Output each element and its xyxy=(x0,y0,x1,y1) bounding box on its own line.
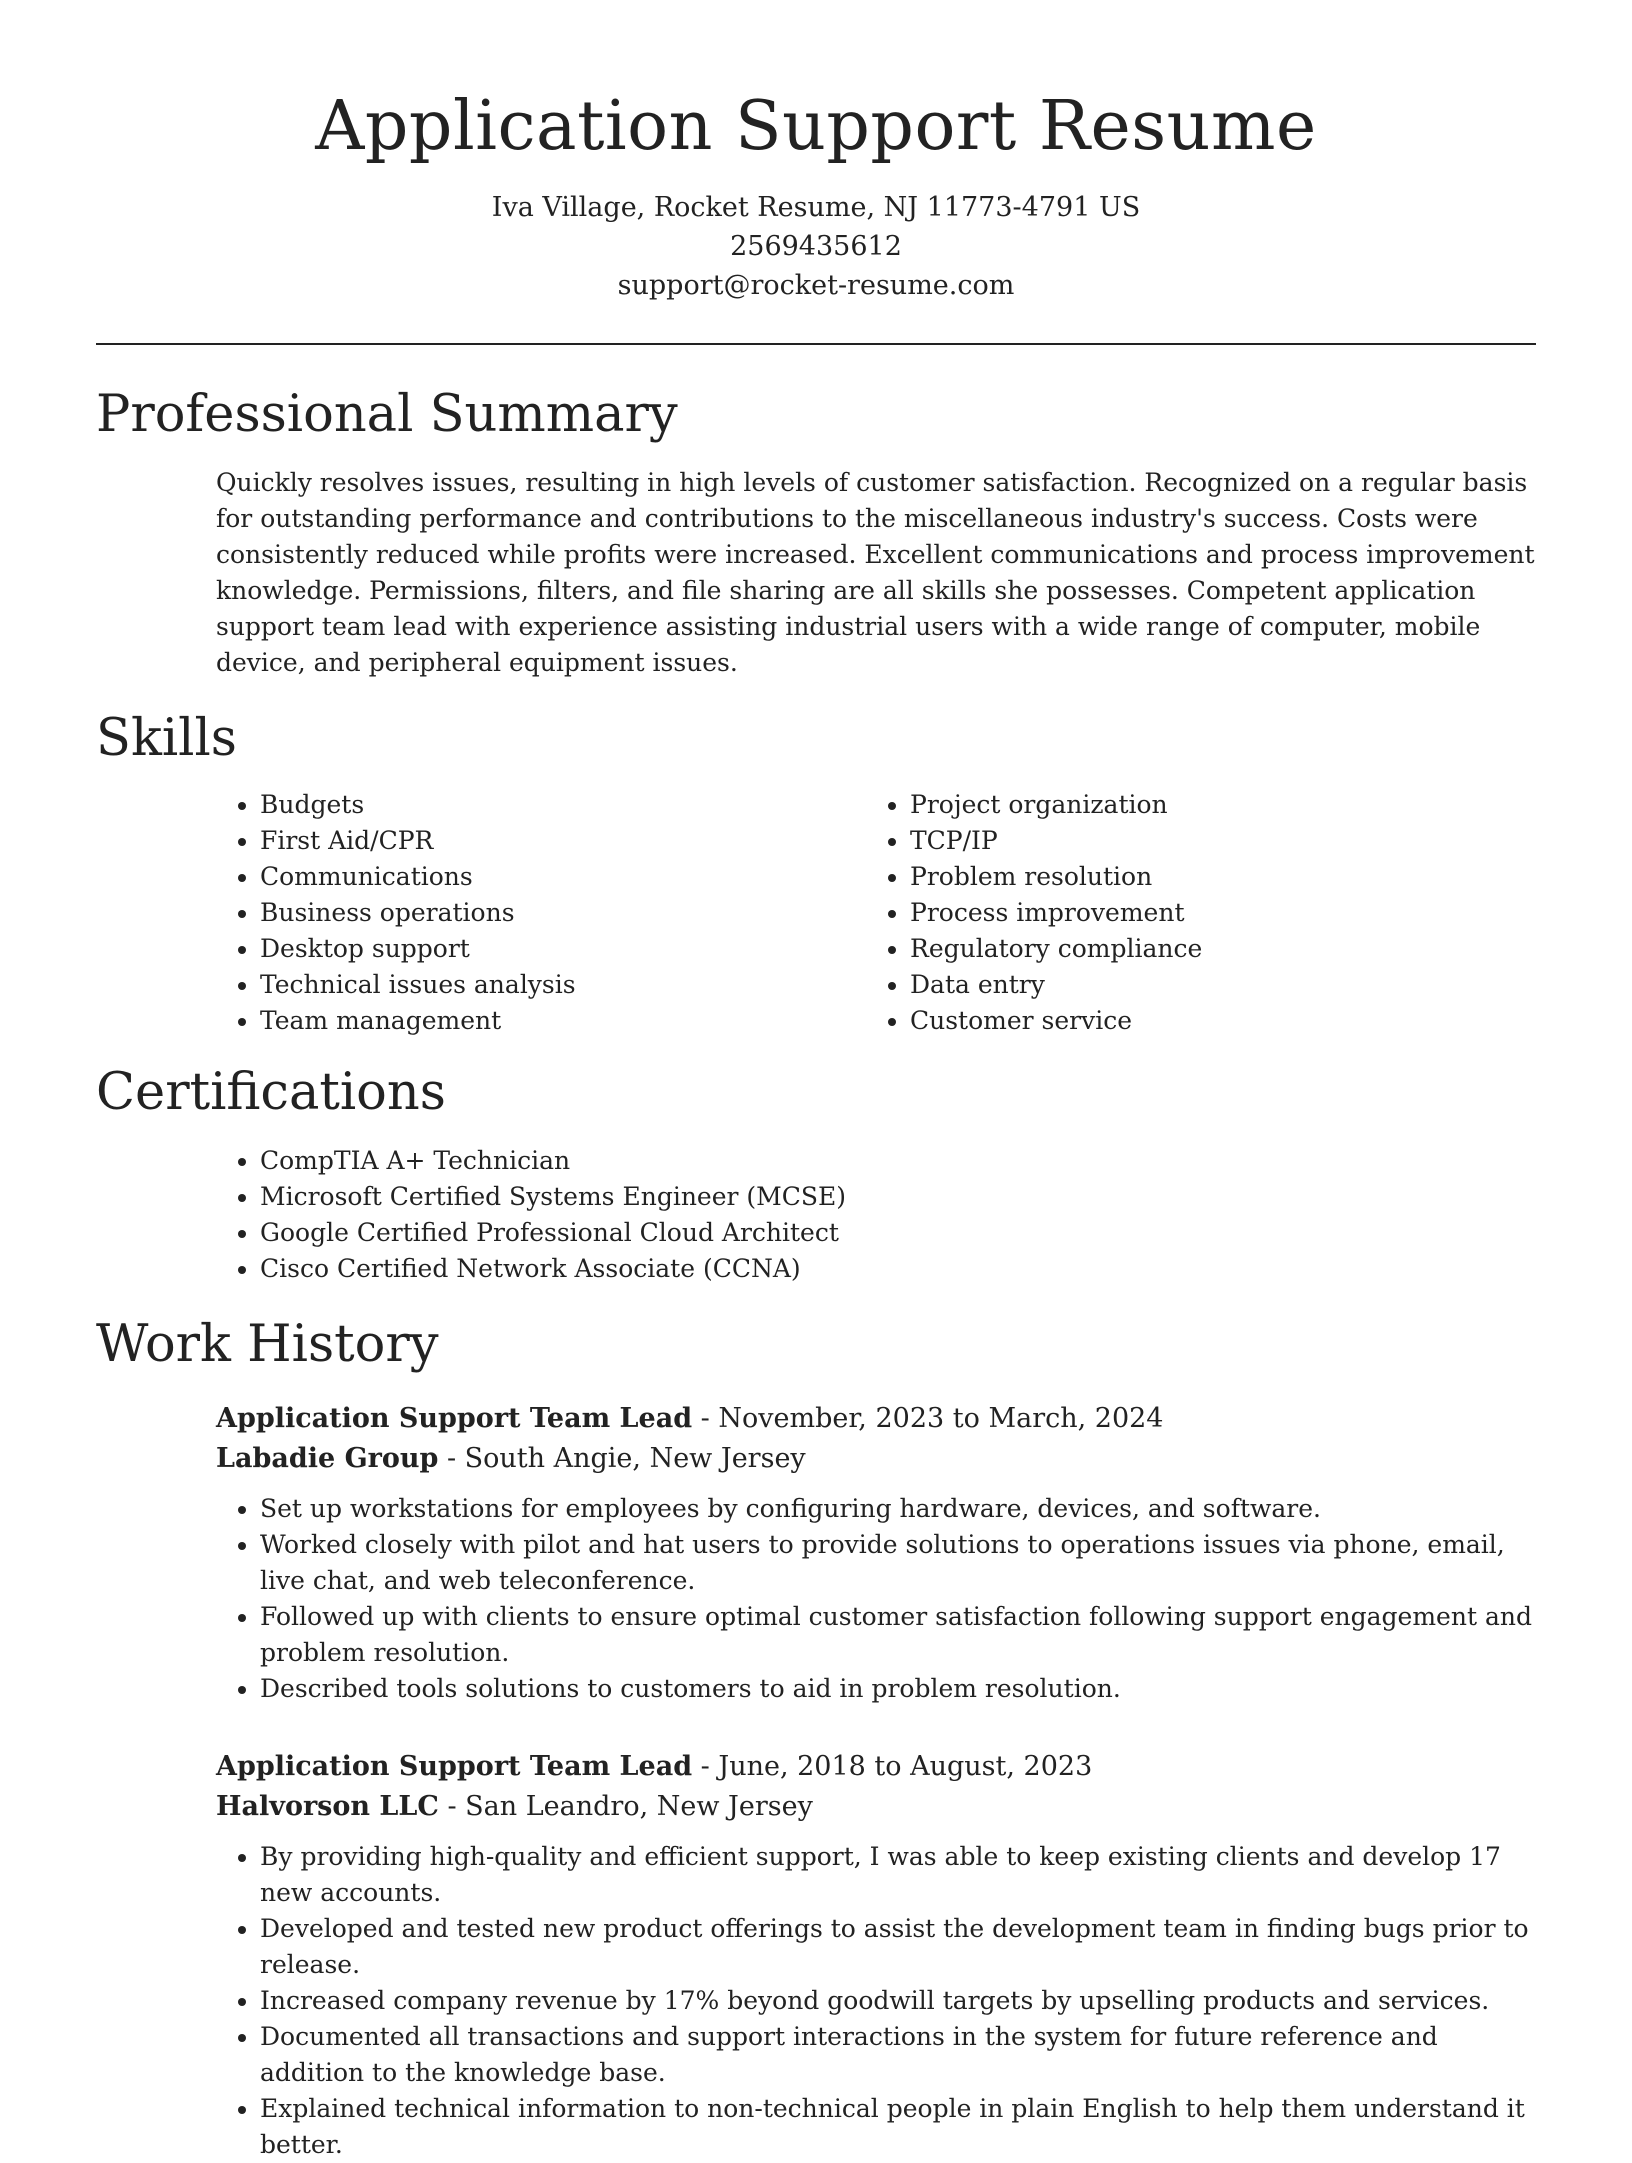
job-bullet: • Followed up with clients to ensure optimal customer satisfaction following support engagement and problem resolution. xyxy=(260,1599,1536,1671)
job-title: Application Support Team Lead xyxy=(216,1403,693,1434)
job-company-line xyxy=(216,1787,1536,1827)
contact-phone[interactable]: 2569435612 xyxy=(730,231,902,262)
job-bullet: • Described tools solutions to customers to aid in problem resolution. xyxy=(260,1671,1536,1707)
certification-item: • Microsoft Certified Systems Engineer (MCSE) xyxy=(260,1179,1536,1215)
skill-item: • Project organization xyxy=(910,787,1536,823)
job-bullet: • Increased company revenue by 17% beyond goodwill targets by upselling products and services. xyxy=(260,1983,1536,2019)
contact-email[interactable]: support@rocket-resume.com xyxy=(617,270,1015,301)
job-bullets xyxy=(216,1491,1536,1707)
skill-item: • Business operations xyxy=(260,895,746,931)
skill-item: • Budgets xyxy=(260,787,746,823)
contact-address: Iva Village, Rocket Resume, NJ 11773-4791 US xyxy=(491,192,1141,223)
skill-item: • First Aid/CPR xyxy=(260,823,746,859)
skill-item: • Team management xyxy=(260,1003,746,1039)
summary-section xyxy=(96,383,1536,681)
certifications-heading: Certifications xyxy=(96,1063,446,1122)
job-bullets xyxy=(216,1839,1536,2163)
certification-item: • Cisco Certified Network Associate (CCNA) xyxy=(260,1251,1536,1287)
skill-item: • Customer service xyxy=(910,1003,1536,1039)
job-company: Halvorson LLC xyxy=(216,1791,439,1822)
job-bullet: • Explained technical information to non-technical people in plain English to help them understand it better. xyxy=(260,2091,1536,2163)
certifications-list xyxy=(96,1143,1536,1287)
skill-item: • Process improvement xyxy=(910,895,1536,931)
certification-item: • CompTIA A+ Technician xyxy=(260,1143,1536,1179)
skill-item: • TCP/IP xyxy=(910,823,1536,859)
job-title-line xyxy=(216,1747,1536,1787)
skill-item: • Data entry xyxy=(910,967,1536,1003)
job-title: Application Support Team Lead xyxy=(216,1751,693,1782)
job-company-line xyxy=(216,1439,1536,1479)
resume-title: Application Support Resume xyxy=(315,87,1317,166)
skill-item: • Regulatory compliance xyxy=(910,931,1536,967)
job-bullet: • Developed and tested new product offerings to assist the development team in finding bugs prior to release. xyxy=(260,1911,1536,1983)
job-company: Labadie Group xyxy=(216,1443,439,1474)
job-bullet: • Worked closely with pilot and hat users to provide solutions to operations issues via phone, email, live chat, and web teleconference. xyxy=(260,1527,1536,1599)
job-entry xyxy=(216,1747,1536,2163)
skills-columns xyxy=(96,787,1536,1039)
skills-list-right xyxy=(746,787,1536,1039)
job-dates: - June, 2018 to August, 2023 xyxy=(692,1751,1093,1782)
job-location: - San Leandro, New Jersey xyxy=(438,1791,813,1822)
skills-section xyxy=(96,707,1536,1039)
header-divider xyxy=(96,343,1536,345)
certification-item: • Google Certified Professional Cloud Architect xyxy=(260,1215,1536,1251)
skill-item: • Desktop support xyxy=(260,931,746,967)
work-history-heading: Work History xyxy=(96,1315,439,1374)
resume-header xyxy=(96,0,1536,305)
job-dates: - November, 2023 to March, 2024 xyxy=(692,1403,1164,1434)
work-history-section xyxy=(96,1313,1536,2163)
summary-text: Quickly resolves issues, resulting in high levels of customer satisfaction. Recognized on a regular basis for outstanding performance and contributions to the miscellaneous industry's success. Costs were consistently reduced while profits were increased. Excellent communications and process improvement knowledge. Permissions, filters, and file sharing are all skills she possesses. Competent application support team lead with experience assisting industrial users with a wide range of computer, mobile device, and peripheral equipment issues. xyxy=(216,468,1535,677)
certifications-section xyxy=(96,1061,1536,1287)
job-bullet: • Set up workstations for employees by configuring hardware, devices, and software. xyxy=(260,1491,1536,1527)
job-location: - South Angie, New Jersey xyxy=(438,1443,806,1474)
skill-item: • Technical issues analysis xyxy=(260,967,746,1003)
job-title-line xyxy=(216,1399,1536,1439)
skill-item: • Communications xyxy=(260,859,746,895)
job-bullet: • By providing high-quality and efficient support, I was able to keep existing clients and develop 17 new accounts. xyxy=(260,1839,1536,1911)
summary-heading: Professional Summary xyxy=(96,385,678,444)
resume-page xyxy=(96,0,1536,2163)
skills-list-left xyxy=(96,787,746,1039)
job-entry xyxy=(216,1399,1536,1707)
skill-item: • Problem resolution xyxy=(910,859,1536,895)
job-bullet: • Documented all transactions and support interactions in the system for future reference and addition to the knowledge base. xyxy=(260,2019,1536,2091)
skills-heading: Skills xyxy=(96,709,237,768)
